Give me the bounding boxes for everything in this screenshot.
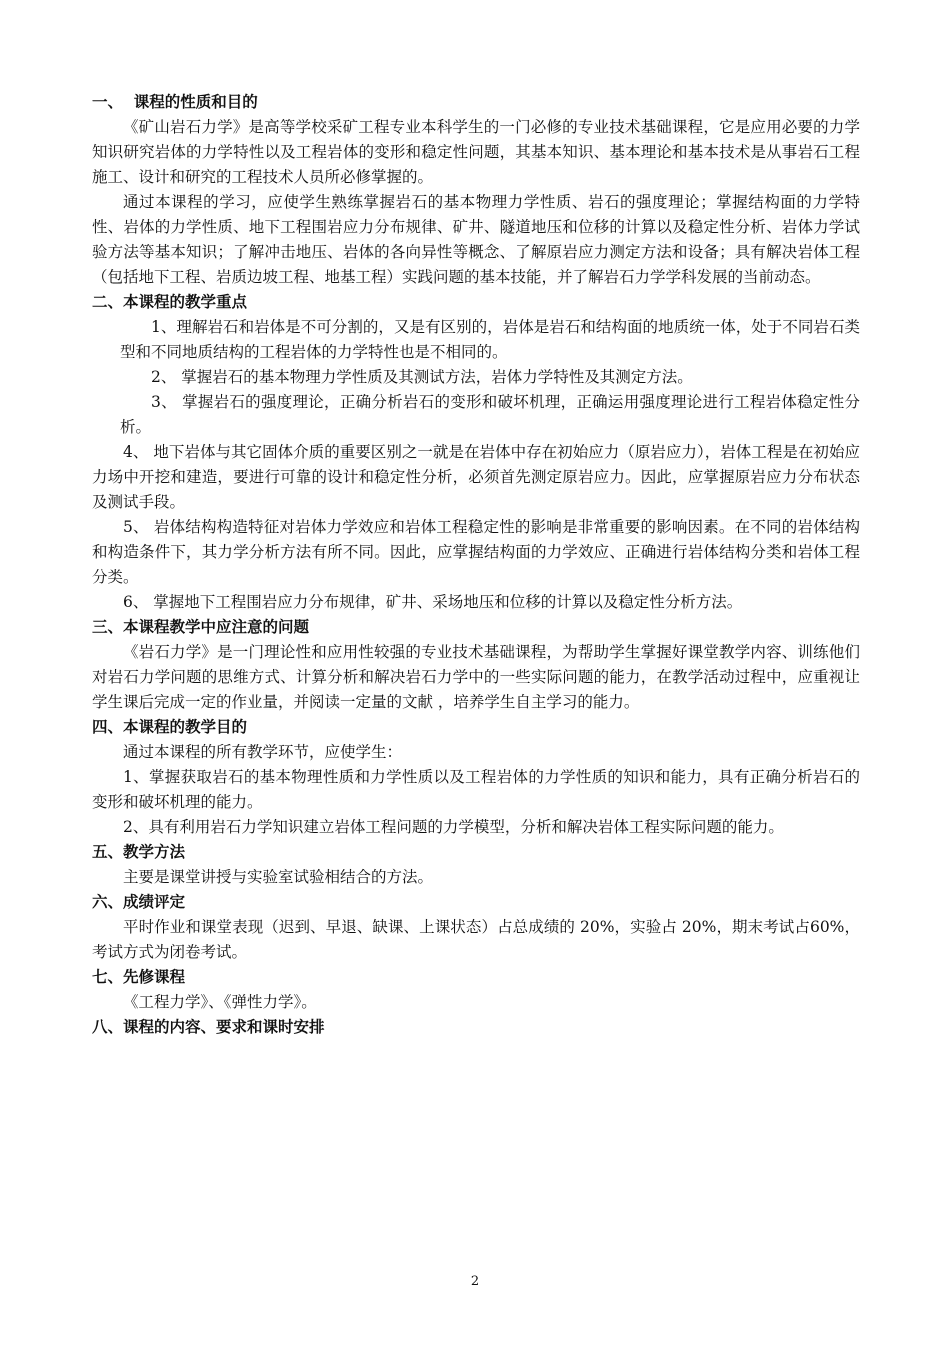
page-number: 2	[470, 1274, 480, 1289]
paragraph: 主要是课堂讲授与实验室试验相结合的方法。	[123, 868, 434, 886]
paragraph: 《工程力学》、《弹性力学》。	[123, 993, 317, 1011]
list-item: 5、 岩体结构构造特征对岩体力学效应和岩体工程稳定性的影响是非常重要的影响因素。在不同的岩体结构和构造条件下，其力学分析方法有所不同。因此，应掌握结构面的力学效应、正确进行岩体结构分类和岩体工程分类。	[92, 518, 860, 586]
paragraph: 《矿山岩石力学》是高等学校采矿工程专业本科学生的一门必修的专业技术基础课程，它是应用必要的力学知识研究岩体的力学特性以及工程岩体的变形和稳定性问题，其基本知识、基本理论和基本技术是从事岩石工程施工、设计和研究的工程技术人员所必修掌握的。	[92, 118, 860, 186]
section-heading-3: 三、本课程教学中应注意的问题	[92, 618, 310, 636]
section-heading-8: 八、课程的内容、要求和课时安排	[92, 1018, 325, 1036]
paragraph: 通过本课程的所有教学环节，应使学生：	[123, 743, 403, 761]
section-heading-7: 七、先修课程	[92, 968, 186, 986]
list-item: 4、 地下岩体与其它固体介质的重要区别之一就是在岩体中存在初始应力（原岩应力），岩体工程是在初始应力场中开挖和建造，要进行可靠的设计和稳定性分析，必须首先测定原岩应力。因此，应掌握原岩应力分布状态及测试手段。	[92, 443, 860, 511]
paragraph: 2、具有利用岩石力学知识建立岩体工程问题的力学模型，分析和解决岩体工程实际问题的能力。	[123, 818, 784, 836]
section-heading-4: 四、本课程的教学目的	[92, 718, 248, 736]
list-item: 1、理解岩石和岩体是不可分割的，又是有区别的，岩体是岩石和结构面的地质统一体，处于不同岩石类型和不同地质结构的工程岩体的力学特性也是不相同的。	[120, 318, 860, 361]
paragraph: 平时作业和课堂表现（迟到、早退、缺课、上课状态）占总成绩的 20%，实验占 20%，期末考试占60%，考试方式为闭卷考试。	[92, 918, 860, 961]
document-body	[92, 90, 860, 1040]
list-item: 3、 掌握岩石的强度理论，正确分析岩石的变形和破坏机理，正确运用强度理论进行工程岩体稳定性分析。	[120, 393, 860, 436]
list-item: 2、 掌握岩石的基本物理力学性质及其测试方法，岩体力学特性及其测定方法。	[151, 368, 693, 386]
paragraph: 通过本课程的学习，应使学生熟练掌握岩石的基本物理力学性质、岩石的强度理论；掌握结构面的力学特性、岩体的力学性质、地下工程围岩应力分布规律、矿井、隧道地压和位移的计算以及稳定性分析、岩体力学试验方法等基本知识；了解冲击地压、岩体的各向异性等概念、了解原岩应力测定方法和设备；具有解决岩体工程（包括地下工程、岩质边坡工程、地基工程）实践问题的基本技能，并了解岩石力学学科发展的当前动态。	[92, 193, 860, 286]
list-item: 6、 掌握地下工程围岩应力分布规律，矿井、采场地压和位移的计算以及稳定性分析方法。	[123, 593, 743, 611]
section-heading-5: 五、教学方法	[92, 843, 186, 861]
section-heading-2: 二、本课程的教学重点	[92, 293, 248, 311]
section-heading-1: 一、 课程的性质和目的	[92, 93, 258, 111]
paragraph: 1、掌握获取岩石的基本物理性质和力学性质以及工程岩体的力学性质的知识和能力，具有正确分析岩石的变形和破坏机理的能力。	[92, 768, 860, 811]
section-heading-6: 六、成绩评定	[92, 893, 186, 911]
paragraph: 《岩石力学》是一门理论性和应用性较强的专业技术基础课程，为帮助学生掌握好课堂教学内容、训练他们对岩石力学问题的思维方式、计算分析和解决岩石力学中的一些实际问题的能力，在教学活动过程中，应重视让学生课后完成一定的作业量，并阅读一定量的文献 ，培养学生自主学习的能力。	[92, 643, 860, 711]
